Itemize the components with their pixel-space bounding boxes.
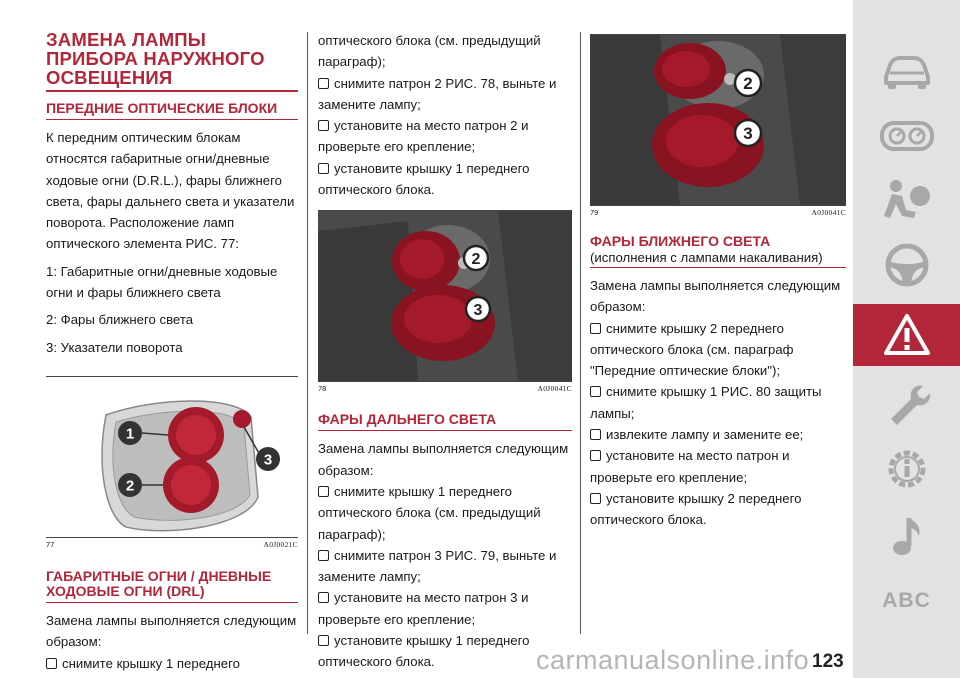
step-item: извлеките лампу и замените ее; xyxy=(590,424,846,445)
step-item: установите крышку 2 переднего оптического блока. xyxy=(590,490,802,528)
callout-1-label: 1 xyxy=(125,425,135,443)
abc-label: ABC xyxy=(882,589,931,612)
turn-signal-socket xyxy=(233,410,251,428)
chapter-specs[interactable] xyxy=(853,438,960,500)
column-1 xyxy=(46,30,298,674)
front-lights-text: К передним оптическим блокам относятся габаритные огни/дневные ходовые огни (D.R.L.), фары ближнего света, фары дальнего света и указатели поворота. Расположение ламп оптического элемента РИС. 77: xyxy=(46,130,295,252)
headlamp-rear-photo xyxy=(318,211,572,381)
column-2 xyxy=(318,30,572,673)
callout-2-label: 2 xyxy=(743,74,753,93)
step-item: установите на место патрон 2 и проверьте его крепление; xyxy=(318,118,529,155)
section-title-drl: ГАБАРИТНЫЕ ОГНИ / ДНЕВНЫЕ ХОДОВЫЕ ОГНИ (DRL) xyxy=(46,567,272,599)
figure-number: 77 xyxy=(46,539,55,549)
checkbox-icon xyxy=(318,486,329,497)
section-rule xyxy=(318,430,572,431)
drl-intro: Замена лампы выполняется следующим образом: xyxy=(46,612,297,650)
checkbox-icon xyxy=(318,163,329,174)
chapter-driving[interactable] xyxy=(853,234,960,296)
chapter-sidebar xyxy=(853,0,960,678)
column-divider xyxy=(580,32,581,634)
section-rule xyxy=(590,267,846,268)
checkbox-icon xyxy=(318,78,329,89)
checkbox-icon xyxy=(318,120,329,131)
figure-rule xyxy=(590,205,846,206)
section-title-high-beam: ФАРЫ ДАЛЬНЕГО СВЕТА xyxy=(318,411,497,428)
figure-rule xyxy=(46,537,298,538)
checkbox-icon xyxy=(590,450,601,461)
callout-3-label: 3 xyxy=(473,302,483,320)
step-item: установите крышку 1 переднего оптического блока. xyxy=(318,633,530,670)
chapter-safety[interactable] xyxy=(853,170,960,232)
figure-caption xyxy=(46,540,298,550)
checkbox-icon xyxy=(590,429,601,440)
chapter-emergency[interactable] xyxy=(853,304,960,366)
headlamp-illustration xyxy=(46,377,298,537)
chapter-maintenance[interactable] xyxy=(853,372,960,434)
callout-3-label: 3 xyxy=(263,451,273,469)
steering-wheel-icon xyxy=(883,241,931,289)
wrench-icon xyxy=(883,379,931,427)
figure-79 xyxy=(590,35,846,205)
gear-info-icon xyxy=(883,445,931,493)
chapter-index[interactable] xyxy=(853,570,960,632)
step-item: установите крышку 1 переднего оптического блока. xyxy=(318,160,530,198)
title-rule xyxy=(46,90,298,92)
chapter-car[interactable] xyxy=(853,40,960,102)
checkbox-icon xyxy=(590,493,601,504)
checkbox-icon xyxy=(590,323,601,334)
low-beam-intro: Замена лампы выполняется следующим образом: xyxy=(590,278,841,315)
step-item: установите на место патрон 3 и проверьте его крепление; xyxy=(318,590,529,627)
figure-code: A0J0041C xyxy=(811,208,846,217)
page-number: 123 xyxy=(812,651,844,672)
airbag-icon xyxy=(882,178,932,224)
continued-text: оптического блока (см. предыдущий параграф); xyxy=(318,33,541,70)
callout-2-label: 2 xyxy=(125,477,135,495)
music-note-icon xyxy=(887,512,927,560)
car-icon xyxy=(880,51,934,91)
callout-2-label: 2 xyxy=(471,251,481,269)
section-rule xyxy=(46,602,298,603)
watermark: carmanualsonline.info xyxy=(536,645,810,675)
headlamp-rear-photo xyxy=(590,35,846,205)
figure-code: A0J0021C xyxy=(263,539,298,549)
figure-caption xyxy=(318,384,572,394)
step-item: снимите патрон 3 РИС. 79, выньте и замените лампу; xyxy=(318,547,557,585)
warning-icon xyxy=(883,313,931,357)
checkbox-icon xyxy=(318,550,329,561)
checkbox-icon xyxy=(46,658,57,669)
figure-77 xyxy=(46,377,298,537)
page-title: ЗАМЕНА ЛАМПЫ ПРИБОРА НАРУЖНОГО ОСВЕЩЕНИЯ xyxy=(46,29,265,88)
step-item: снимите патрон 2 РИС. 78, выньте и замените лампу; xyxy=(318,75,557,112)
step-item: снимите крышку 1 переднего xyxy=(46,653,298,674)
legend-item: 3: Указатели поворота xyxy=(46,339,183,355)
dashboard-icon xyxy=(879,118,935,154)
checkbox-icon xyxy=(590,386,601,397)
callout-3-label: 3 xyxy=(743,124,753,143)
figure-caption xyxy=(590,208,846,218)
figure-number: 79 xyxy=(590,208,599,217)
column-3 xyxy=(590,30,846,531)
step-item: установите на место патрон и проверьте его крепление; xyxy=(590,448,790,485)
legend-item: 1: Габаритные огни/дневные ходовые огни и фары ближнего света xyxy=(46,263,278,301)
section-rule xyxy=(46,119,298,120)
low-beam-subtitle: (исполнения с лампами накаливания) xyxy=(590,250,823,265)
step-item: снимите крышку 1 РИС. 80 защиты лампы; xyxy=(590,384,822,421)
section-title-low-beam: ФАРЫ БЛИЖНЕГО СВЕТА xyxy=(590,233,771,249)
figure-78 xyxy=(318,211,572,381)
step-item: снимите крышку 1 переднего оптического блока (см. предыдущий параграф); xyxy=(318,483,541,542)
figure-rule xyxy=(318,381,572,382)
chapter-dashboard[interactable] xyxy=(853,105,960,167)
high-beam-intro: Замена лампы выполняется следующим образом: xyxy=(318,441,569,478)
checkbox-icon xyxy=(318,592,329,603)
column-divider xyxy=(307,32,308,634)
chapter-multimedia[interactable] xyxy=(853,505,960,567)
step-item: снимите крышку 2 переднего оптического блока (см. параграф "Передние оптические блоки"); xyxy=(590,320,794,379)
legend-item: 2: Фары ближнего света xyxy=(46,312,194,328)
checkbox-icon xyxy=(318,635,329,646)
figure-code: A0J0041C xyxy=(537,384,572,394)
figure-number: 78 xyxy=(318,384,327,394)
section-title-front-lights: ПЕРЕДНИЕ ОПТИЧЕСКИЕ БЛОКИ xyxy=(46,100,278,116)
